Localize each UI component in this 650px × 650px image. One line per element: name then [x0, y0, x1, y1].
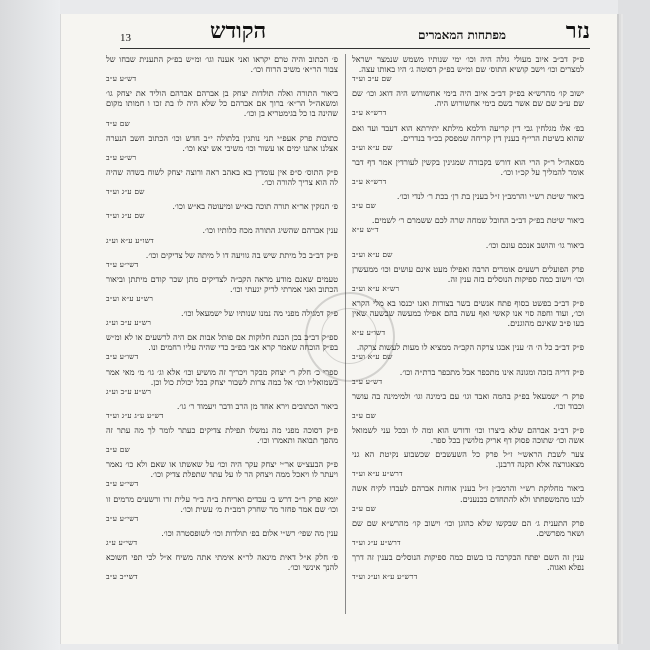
index-entry: [106, 274, 338, 304]
entry-text: ביאור גו׳ והושב אנכם עונם וכו׳.: [485, 239, 584, 250]
entry-reference: דרש״ע ע״א וע״ד: [352, 469, 403, 479]
index-entry: [106, 133, 338, 163]
entry-text: פ״ק דמגילה מפני מה נמנו שנותיו של ישמעאל וכו׳.: [180, 308, 338, 319]
entry-reference: דשי״ע ע״ב: [106, 513, 139, 523]
entry-reference: שם ע״ב: [106, 445, 130, 455]
entry-reference: רש״ע ע״ב וע״ג: [106, 386, 152, 396]
entry-text: פרק הפועלים רשעים אומרים הרבה ואפילו מעט אינם עושים וכו׳ ממעשרן וכו׳ וישוב כמה ספיקות הנוסלים בזה ענין זה.: [352, 263, 584, 284]
entry-reference: שם ע״א וע״ב: [352, 249, 393, 259]
entry-reference: דרש״א ע״ב: [352, 108, 387, 118]
entry-reference: דשי״ע ע״ב: [106, 479, 139, 489]
index-entry: [352, 449, 584, 479]
index-entry: [106, 425, 338, 455]
entry-reference: רש״ע ע״ב: [106, 152, 137, 162]
entry-text: פ״ק הבעצ״ש אר״י יצחק עקר היה וכו׳ על שאשתו או שאם ולא כו׳ נאמר ויעתר לו ויאכל ממה ויצחק הר לו על עתר שתפלת צדיק וכו׳.: [106, 459, 338, 480]
entry-reference: דש״ע ע״ב: [352, 376, 383, 386]
entry-reference: רש״ע ע״א וע״ב: [106, 293, 154, 303]
entry-reference: שם ע״ב: [352, 503, 376, 513]
entry-text: טעמים שאנם מודע מראה הקב״ה לצדיקים מתן שכר קודם מיתתן וביאור הכתוב ואני אמרתי לריק יגעתי וכו׳.: [106, 273, 338, 294]
entry-text: פ׳ חלק א״ל דאית מינאה לר״א אימתי אתה משיח א״ל לכי תפי חשוכא להנך אינשי וכו׳.: [106, 552, 338, 573]
entry-text: פ״ק דב״ב איוב מעולי גולה היה וכו׳ ימי שנותיו משמש שנמצר ישראל למצרים וכו׳ וישב קושיא התוס׳ שם ומ״ש בפ״ק דסוטה ג׳ היו באותו עצה.: [352, 54, 584, 75]
entry-reference: ד״ש ע״א: [352, 225, 379, 235]
entry-reference: שם ע״א וע״ב: [352, 142, 393, 152]
index-entry: [352, 88, 584, 118]
entry-reference: שם ע״א וע״ב: [352, 352, 393, 362]
entry-text: פ״ק דריה בזכה ומגונה אינו מתכפר אבל מתכפר ברת״ה וכו׳.: [399, 366, 584, 377]
index-entry: [352, 518, 584, 548]
index-entry: [352, 483, 584, 513]
entry-reference: שם ע״ד: [106, 118, 130, 128]
entry-reference: שם ע״ב וע״ד: [352, 74, 392, 84]
entry-reference: דשו״ע ע״א: [352, 328, 386, 338]
entry-reference: דשי״ע ע״ג: [106, 537, 138, 547]
entry-text: פ״ק דב״ב אברהם שלא ביצרו וכו׳ ודורש הוא ומה לו ובכל עני לשמואל אשה וכו׳ שתוכה פסוק דף אריק מלושין בכל ספר.: [352, 425, 584, 446]
entry-text: מסאה״ל ר״ק הרי הוא דורש בקבורה שמגינין בקשין לעורדין אמר דף דבר אומר להמליך על קכ״ו וכו׳.: [352, 156, 584, 177]
index-entry: [106, 494, 338, 524]
book-spine-shadow: [0, 0, 60, 650]
entry-text: פ״ק דב״ב בפשט בסוף פתח אנשים בשר בצורות ואנו יכנסו בא מלי הקרא וכו׳, ועוד וחפה סוי אנו קאשי ואף עשה בהם אפילו במעשה שבשעה שאין בעו פ״ב שאינם מהוגנים.: [352, 297, 584, 329]
entry-reference: דשו״ע ע״א וע״ג: [106, 235, 154, 245]
entry-text: בפ׳ אלו מגלחין גבי דין קריעה ודלמא מילתא יתירתא הוא דעבד ועד ואם שהוא בשיטת הרי״ף בענין דין קריחה שמפסק בכ״ד בנדרים.: [352, 122, 584, 143]
index-entry: [352, 552, 584, 582]
entry-reference: דש״ע ע״ג ע״ג וע״ד: [106, 410, 164, 420]
index-entry: [106, 401, 338, 421]
page-number: 13: [120, 32, 131, 44]
index-entry: [106, 54, 338, 84]
entry-text: פ״ק דב״ב כל מיתת שיש בה גוויעה דו ל מיתה של צדיקים וכו׳.: [145, 249, 338, 260]
entry-reference: דשי״ע ע״ד: [106, 259, 139, 269]
library-seal-watermark: [305, 292, 395, 382]
entry-text: ספ״ק דב״ב בכן הכנת חלוקות אם פותל אבות אם היה לרשעים או לא ומ״ש בפ״ק הוכחה שאמר קרא אבי בפ״ב כדי שהיה עליו רחמים ונו.: [106, 332, 338, 353]
page-header: [90, 18, 590, 46]
entry-text: ביאור התורה ואלה תולדות יצחק בן אברהם אברהם הוליד את יצחק גו׳ ומשאה״ל הר״א׳ ברוך אם אברהם כל שלא היה לו בת זכו ו חמותו מקום שהינה בו כל בגימטריא בן וכו׳.: [106, 88, 338, 119]
header-title-holy: הקודש: [210, 18, 267, 44]
entry-reference: שם ע״ב: [352, 410, 376, 420]
index-entry: [352, 191, 584, 211]
entry-text: צער לשבת הראש״י ז״ל פרק כל השעשבים שכשבוע נקיטת הא גני מצאגורצה אלא תקנה דרבנן.: [352, 449, 584, 470]
entry-text: פ׳ הנזקין אר״א תורה תוכה בא״ש ומיעוטה בא״ש וכו׳.: [172, 201, 338, 212]
index-entry: [352, 123, 584, 153]
index-entry: [106, 88, 338, 128]
index-entry: [106, 225, 338, 245]
entry-text: יומא פרק ר״כ דרש ב׳ עבדים ואריחת ב״ה ב״ר עלית זרו ורשעים מרמים זו וכו׳ שם אמר פחזר מר שחרק רמב״ת מ׳ עשית וכו׳.: [106, 493, 338, 514]
index-entry: [352, 215, 584, 235]
entry-text: פרק התענית ג׳ הם שבקשו שלא כהוגן וכו׳ וישוב קו׳ מהרש״א שם שם ושאר מפרשים.: [352, 517, 584, 538]
entry-text: פ״ק דב״ב כל ה׳ ה׳ ענין אבגו צרקה הקב״ה ממציא לו מעות לעשות צרקה.: [356, 342, 584, 353]
index-entry: [106, 250, 338, 270]
entry-text: ענין אברהם שהשיג התורה מכח כלותיו וכו׳.: [202, 225, 338, 236]
entry-reference: דרש״ע ע״ג וע״ד: [352, 537, 401, 547]
entry-text: ישוב קו׳ מהרש״א בפ״ק דב״ב איוב היה בימי אחשורוש היה דואג וכו׳ שם שם ע״ב שם שם אשר בשם בימי אחשורוש היה.: [352, 88, 584, 109]
header-subtitle: מפתחות המאמרים: [418, 28, 506, 42]
index-entry: [352, 157, 584, 187]
header-title-right: נזר: [565, 18, 590, 44]
index-entry: [106, 459, 338, 489]
index-entry: [352, 264, 584, 294]
entry-reference: דרש״ע ע״א וע״ג וע״ד: [352, 572, 418, 582]
index-entry: [106, 528, 338, 548]
entry-text: פ״ק דסוכה מפני מה נמשלו תפילת צדיקים כעתר לומר לך מה עתר זה מהפך תבואה ותאמרו וכו׳.: [106, 425, 338, 446]
index-entry: [352, 54, 584, 84]
book-page-edges: [618, 0, 650, 650]
entry-text: ביאור הכתובים וירא אחד מן הרב ודבר ויעמוד ר׳ גו׳.: [176, 400, 338, 411]
index-entry: [106, 367, 338, 397]
index-entry: [352, 391, 584, 421]
entry-reference: שם ע״ב: [352, 201, 376, 211]
index-entry: [106, 308, 338, 328]
index-entry: [106, 167, 338, 197]
entry-reference: דשי״ב ע״ב: [106, 572, 138, 582]
entry-reference: רש״ע ע״ב וע״ג: [106, 318, 152, 328]
entry-reference: דש״ע ע״ב: [106, 74, 137, 84]
entry-reference: שם ע״ג וע״ד: [106, 187, 145, 197]
entry-text: ענין זה השם יפתח הבקרבה בו בשום כמה ספיקות הנוסלים בענין זה דרך נפלא ואגוה.: [352, 552, 584, 573]
entry-text: ספרי כ׳ חלק ר׳ יצחק מבקר ויכריך זה מושיע וכו׳ אלא וג׳ גו׳ מ׳ מאי אמר בשמואל״ו וכו׳ אל כמה צרות לשבור יצחק בכל יכולת כול וכן.: [106, 366, 338, 387]
header-rule: [120, 48, 590, 49]
entry-reference: דשו״ע ע״ב: [106, 352, 139, 362]
entry-text: פ״ק התוס׳ ס״פ אין עומדין בא באהב ראה ורוצה יצחק לשוח בשדה שהיה לה הוא צריך להורה וכו׳.: [106, 166, 338, 188]
entry-text: ביאור שיטת רש״י והרמב״ן ז״ל בענין בת רן׳ בכת ר׳ לנדי וכו׳.: [396, 191, 584, 202]
entry-text: ענין מה שפי׳ רש״י אלום בפ׳ תולדות וכו׳ לשופסטרה וכו׳.: [161, 527, 338, 538]
entry-text: פ׳ הכתוב והיה טרם יקראו ואני אענה וגו׳ ומ״ש בפ״ק התענית שבחו של צבור הר״א׳ משיב הרוח וכו׳.: [106, 54, 338, 75]
entry-text: ביאור שיטת בפ״ק דב״ב החובל שמחה שרה לכם ששמרם ר׳ לשמים.: [371, 215, 584, 226]
index-entry: [352, 425, 584, 445]
index-entry: [352, 367, 584, 387]
index-entry: [106, 201, 338, 221]
entry-reference: רש״א ע״א וע״ב: [352, 283, 400, 293]
index-entry: [352, 240, 584, 260]
entry-text: ביאור מחלוקת רש״י והרמב״ן ז״ל בענין אוחזת אברהם לעבדו לקיח אשה לבנו מהמשפחתו ולא להתחדם בכנענים.: [352, 483, 584, 504]
left-text-column: [106, 54, 338, 624]
entry-reference: שם ע״ג וע״ד: [106, 211, 145, 221]
entry-text: כתובות פרק אעפ״י תני נותגין בלתולה י״ב חדש וכו׳ הכתוב חשב הנערה אצלנו אתנו ימים או עשור וכו׳ משיבי אש יצא וכו׳.: [106, 132, 338, 153]
entry-reference: דרש״א ע״ב: [352, 177, 387, 187]
entry-text: פרק ר׳ ישמעאל בפ״ק בהמה ואבד וגו׳ עם בימינה וגו׳ ולמימינה בה עושר וכבוד וכו׳.: [352, 390, 584, 411]
index-entry: [106, 332, 338, 362]
index-entry: [106, 552, 338, 582]
